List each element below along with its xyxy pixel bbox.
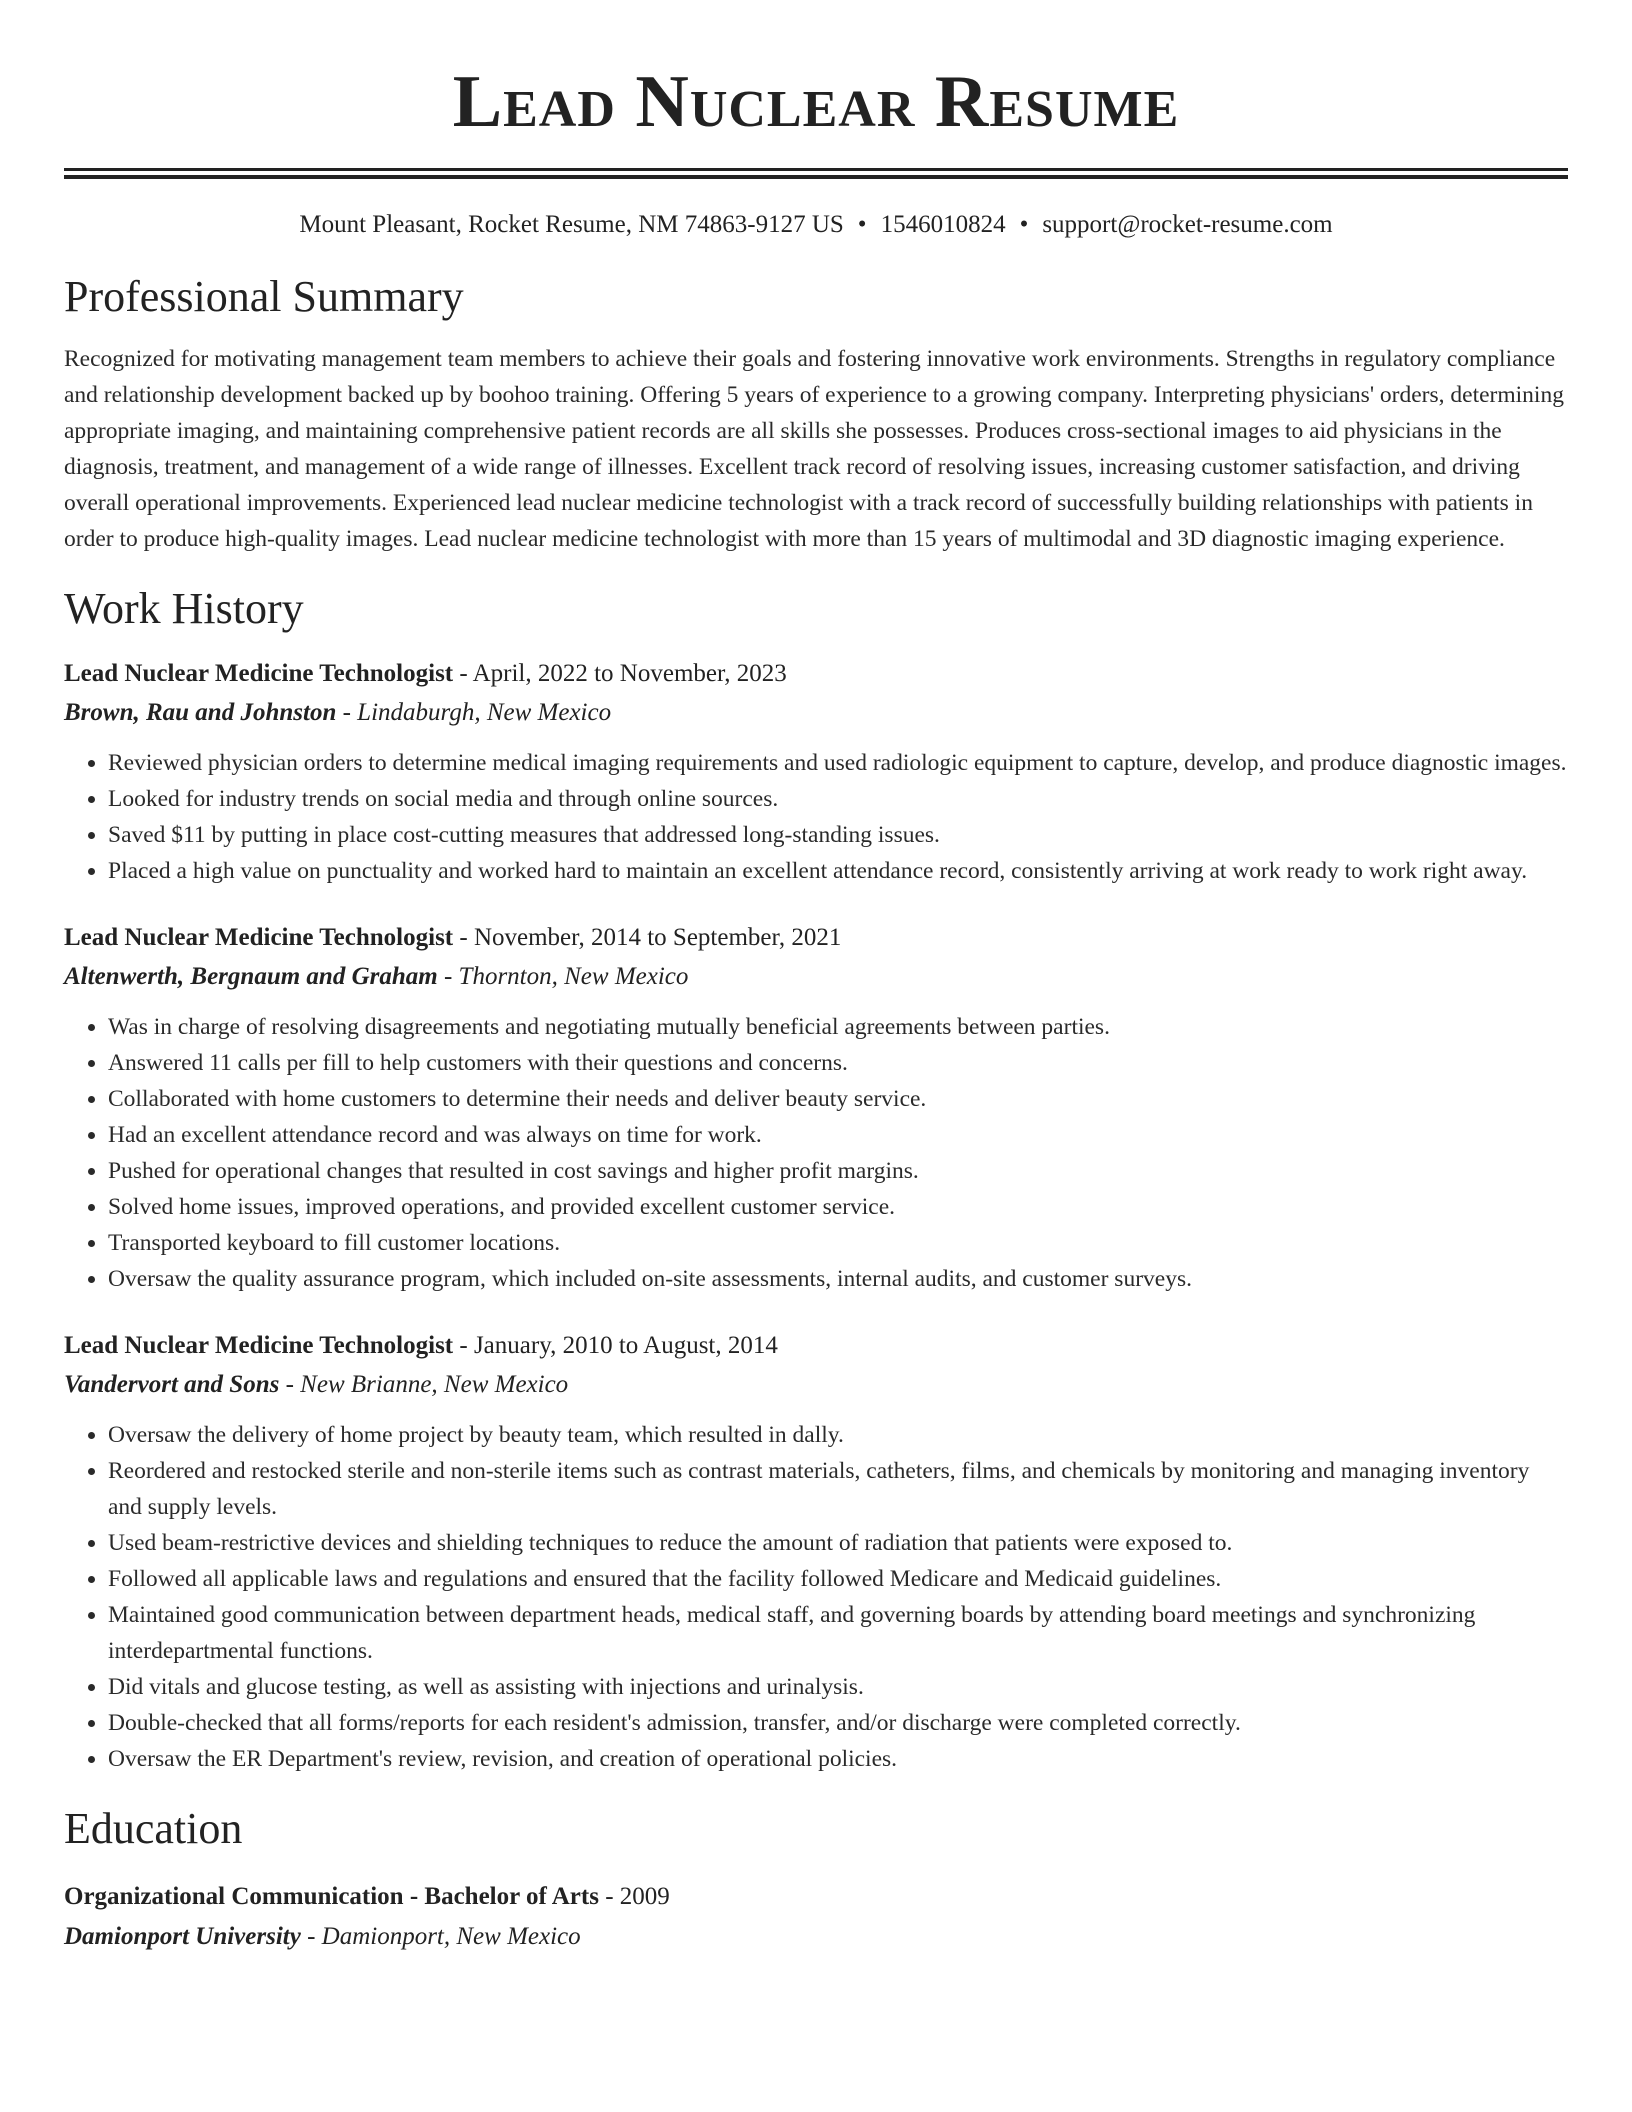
- job-location: - New Brianne, New Mexico: [279, 1371, 569, 1398]
- section-title-summary: Professional Summary: [64, 272, 464, 321]
- job-company: Vandervort and Sons: [64, 1371, 280, 1398]
- contact-separator: •: [857, 211, 867, 238]
- job-heading: [64, 919, 1568, 957]
- job-location: - Thornton, New Mexico: [437, 963, 689, 990]
- education-institution: [64, 1917, 1568, 1957]
- contact-email: support@rocket-resume.com: [1042, 211, 1333, 238]
- job-duty: • Pushed for operational changes that resulted in cost savings and higher profit margins.: [108, 1153, 1568, 1189]
- job-duty: • Did vitals and glucose testing, as well as assisting with injections and urinalysis.: [108, 1669, 1568, 1705]
- contact-address: Mount Pleasant, Rocket Resume, NM 74863-9127 US: [299, 211, 844, 238]
- job-entry: [64, 1327, 1568, 1777]
- job-employer: [64, 1365, 1568, 1405]
- job-duty: • Saved $11 by putting in place cost-cutting measures that addressed long-standing issues.: [108, 817, 1568, 853]
- job-duty: • Followed all applicable laws and regulations and ensured that the facility followed Medicare and Medicaid guidelines.: [108, 1561, 1568, 1597]
- job-duty: • Oversaw the quality assurance program, which included on-site assessments, internal audits, and customer surveys.: [108, 1261, 1568, 1297]
- job-duty: • Placed a high value on punctuality and worked hard to maintain an excellent attendance record, consistently arriving at work ready to work right away.: [108, 853, 1568, 889]
- contact-phone: 1546010824: [880, 211, 1006, 238]
- job-duties: [64, 1417, 1568, 1777]
- job-employer: [64, 693, 1568, 733]
- job-duty: • Had an excellent attendance record and was always on time for work.: [108, 1117, 1568, 1153]
- job-duties: [64, 745, 1568, 889]
- job-title: Lead Nuclear Medicine Technologist: [64, 1332, 454, 1359]
- section-title-education: Education: [64, 1804, 243, 1853]
- job-heading: [64, 1327, 1568, 1365]
- job-duty: • Was in charge of resolving disagreements and negotiating mutually beneficial agreements between parties.: [108, 1009, 1568, 1045]
- education-year: - 2009: [598, 1883, 670, 1910]
- education-school: Damionport University: [64, 1923, 301, 1950]
- contact-line: [64, 209, 1568, 241]
- job-title: Lead Nuclear Medicine Technologist: [64, 924, 454, 951]
- job-duty: • Collaborated with home customers to determine their needs and deliver beauty service.: [108, 1081, 1568, 1117]
- contact-separator: •: [1019, 211, 1029, 238]
- job-duty: • Transported keyboard to fill customer locations.: [108, 1225, 1568, 1261]
- job-heading: [64, 655, 1568, 693]
- resume-name: Lead Nuclear Resume: [452, 61, 1180, 143]
- job-dates: - April, 2022 to November, 2023: [453, 660, 787, 687]
- job-company: Brown, Rau and Johnston: [64, 699, 337, 726]
- job-entry: [64, 655, 1568, 889]
- education-location: - Damionport, New Mexico: [300, 1923, 581, 1950]
- job-duty: • Reviewed physician orders to determine medical imaging requirements and used radiologic equipment to capture, develop, and produce diagnostic images.: [108, 745, 1568, 781]
- education-heading: [64, 1877, 1568, 1917]
- summary-text: Recognized for motivating management team members to achieve their goals and fostering innovative work environments. Strengths in regulatory compliance and relationship development backed up by boohoo training. Offering 5 years of experience to a growing company. Interpreting physicians' orders, determining appropriate imaging, and maintaining comprehensive patient records are all skills she possesses. Produces cross-sectional images to aid physicians in the diagnosis, treatment, and management of a wide range of illnesses. Excellent track record of resolving issues, increasing customer satisfaction, and driving overall operational improvements. Experienced lead nuclear medicine technologist with a track record of successfully building relationships with patients in order to produce high-quality images. Lead nuclear medicine technologist with more than 15 years of multimodal and 3D diagnostic imaging experience.: [64, 346, 1564, 552]
- job-duty: • Answered 11 calls per fill to help customers with their questions and concerns.: [108, 1045, 1568, 1081]
- job-duty: • Reordered and restocked sterile and non-sterile items such as contrast materials, catheters, films, and chemicals by monitoring and managing inventory and supply levels.: [108, 1453, 1568, 1525]
- job-duty: • Used beam-restrictive devices and shielding techniques to reduce the amount of radiation that patients were exposed to.: [108, 1525, 1568, 1561]
- job-duty: • Maintained good communication between department heads, medical staff, and governing boards by attending board meetings and synchronizing interdepartmental functions.: [108, 1597, 1568, 1669]
- job-duties: [64, 1009, 1568, 1297]
- section-title-work-history: Work History: [64, 584, 304, 633]
- job-dates: - November, 2014 to September, 2021: [453, 924, 842, 951]
- job-duty: • Solved home issues, improved operations, and provided excellent customer service.: [108, 1189, 1568, 1225]
- job-company: Altenwerth, Bergnaum and Graham: [64, 963, 438, 990]
- job-duty: • Oversaw the delivery of home project by beauty team, which resulted in dally.: [108, 1417, 1568, 1453]
- education-degree: Organizational Communication - Bachelor of Arts: [64, 1883, 599, 1910]
- job-duty: • Double-checked that all forms/reports for each resident's admission, transfer, and/or discharge were completed correctly.: [108, 1705, 1568, 1741]
- job-duty: • Looked for industry trends on social media and through online sources.: [108, 781, 1568, 817]
- job-location: - Lindaburgh, New Mexico: [336, 699, 612, 726]
- job-entry: [64, 919, 1568, 1297]
- job-title: Lead Nuclear Medicine Technologist: [64, 660, 454, 687]
- header-divider: [64, 168, 1568, 179]
- job-employer: [64, 957, 1568, 997]
- job-dates: - January, 2010 to August, 2014: [453, 1332, 778, 1359]
- job-duty: • Oversaw the ER Department's review, revision, and creation of operational policies.: [108, 1741, 1568, 1777]
